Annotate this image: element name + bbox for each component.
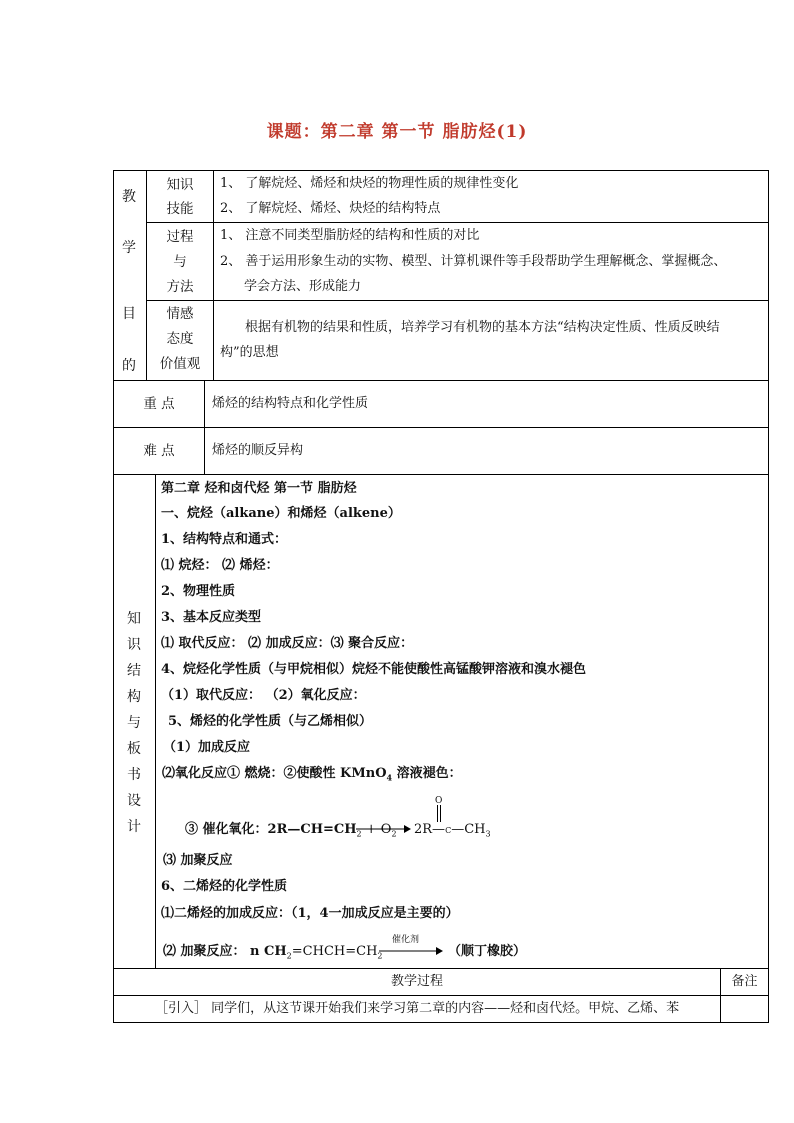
knowledge-line-2: 2、 了解烷烃、烯烃、炔烃的结构特点 [220, 201, 441, 216]
board-line: ⑴ 烷烃： ⑵ 烯烃： [161, 558, 279, 573]
attitude-label: 情感 态度 价值观 [159, 306, 201, 372]
board-line: （1）加成反应 [163, 740, 251, 755]
attitude-line-2: 构”的思想 [220, 345, 279, 360]
difficulty-label: 难 点 [143, 443, 175, 459]
board-line: ⑴二烯烃的加成反应：（1，4一加成反应是主要的） [161, 906, 459, 921]
process-line-1: 1、 注意不同类型脂肪烃的结构和性质的对比 [220, 228, 480, 243]
board-line: 第二章 烃和卤代烃 第一节 脂肪烃 [161, 481, 357, 496]
board-line: ⑴ 取代反应： ⑵ 加成反应：⑶ 聚合反应： [161, 636, 414, 651]
remark-header: 备注 [731, 974, 758, 989]
process-label: 过程 与 方法 [166, 229, 194, 295]
catalytic-oxidation-equation: ③ 催化氧化：$2R—CH=CH_2 + O_2$ [185, 822, 397, 839]
board-line: 2、物理性质 [161, 584, 236, 599]
knowledge-line-1: 1、 了解烷烃、烯烃和炔烃的物理性质的规律性变化 [220, 176, 519, 191]
polymerization-arrow [378, 945, 444, 957]
board-line-oxidation: ⑵氧化反应① 燃烧：②使酸性 KMnO$_4$ 溶液褪色： [162, 766, 462, 783]
carbonyl-oxygen: O [435, 796, 443, 806]
catalyst-label: 催化剂 [392, 935, 420, 945]
key-point-label: 重 点 [143, 396, 175, 412]
process-line-2: 2、 善于运用形象生动的实物、模型、计算机课件等手段帮助学生理解概念、掌握概念、 [220, 254, 727, 269]
page-title: 课题：第二章 第一节 脂肪烃(1) [266, 122, 528, 142]
knowledge-label: 知识 技能 [166, 177, 194, 217]
board-line: 6、二烯烃的化学性质 [161, 879, 288, 894]
teaching-process-header: 教学过程 [390, 974, 443, 989]
board-side-label: 知 识 结 构 与 板 书 设 计 [127, 611, 141, 835]
board-line: 3、基本反应类型 [161, 610, 262, 625]
board-line: 5、烯烃的化学性质（与乙烯相似） [168, 714, 373, 729]
difficulty-text: 烯烃的顺反异构 [212, 443, 304, 458]
board-line: （1）取代反应： （2）氧化反应： [161, 688, 366, 703]
board-line: 一、烷烃（alkane）和烯烃（alkene） [161, 506, 401, 521]
board-line: ⑶ 加聚反应 [163, 853, 233, 868]
intro-text: ［引入］ 同学们，从这节课开始我们来学习第二章的内容——烃和卤代烃。甲烷、乙烯、苯 [155, 1001, 680, 1016]
attitude-line-1: 根据有机物的结果和性质，培养学习有机物的基本方法“结构决定性质、性质反映结 [245, 320, 720, 335]
board-line: 4、烷烃化学性质（与甲烷相似）烷烃不能使酸性高锰酸钾溶液和溴水褪色 [161, 662, 587, 677]
objectives-side-label: 教 学 目 的 [122, 189, 136, 374]
key-point-text: 烯烃的结构特点和化学性质 [212, 396, 369, 411]
board-line: 1、结构特点和通式： [161, 532, 288, 547]
product-name: （顺丁橡胶） [448, 944, 527, 959]
reaction-arrow [354, 823, 412, 835]
ketone-product: $2R—C—CH_3$ [414, 822, 491, 839]
diene-polymerization: ⑵ 加聚反应： n $CH_2=CHCH=CH_2$ [163, 944, 383, 961]
carbonyl-double-bond [436, 805, 442, 823]
process-line-3: 学会方法、形成能力 [244, 279, 362, 294]
